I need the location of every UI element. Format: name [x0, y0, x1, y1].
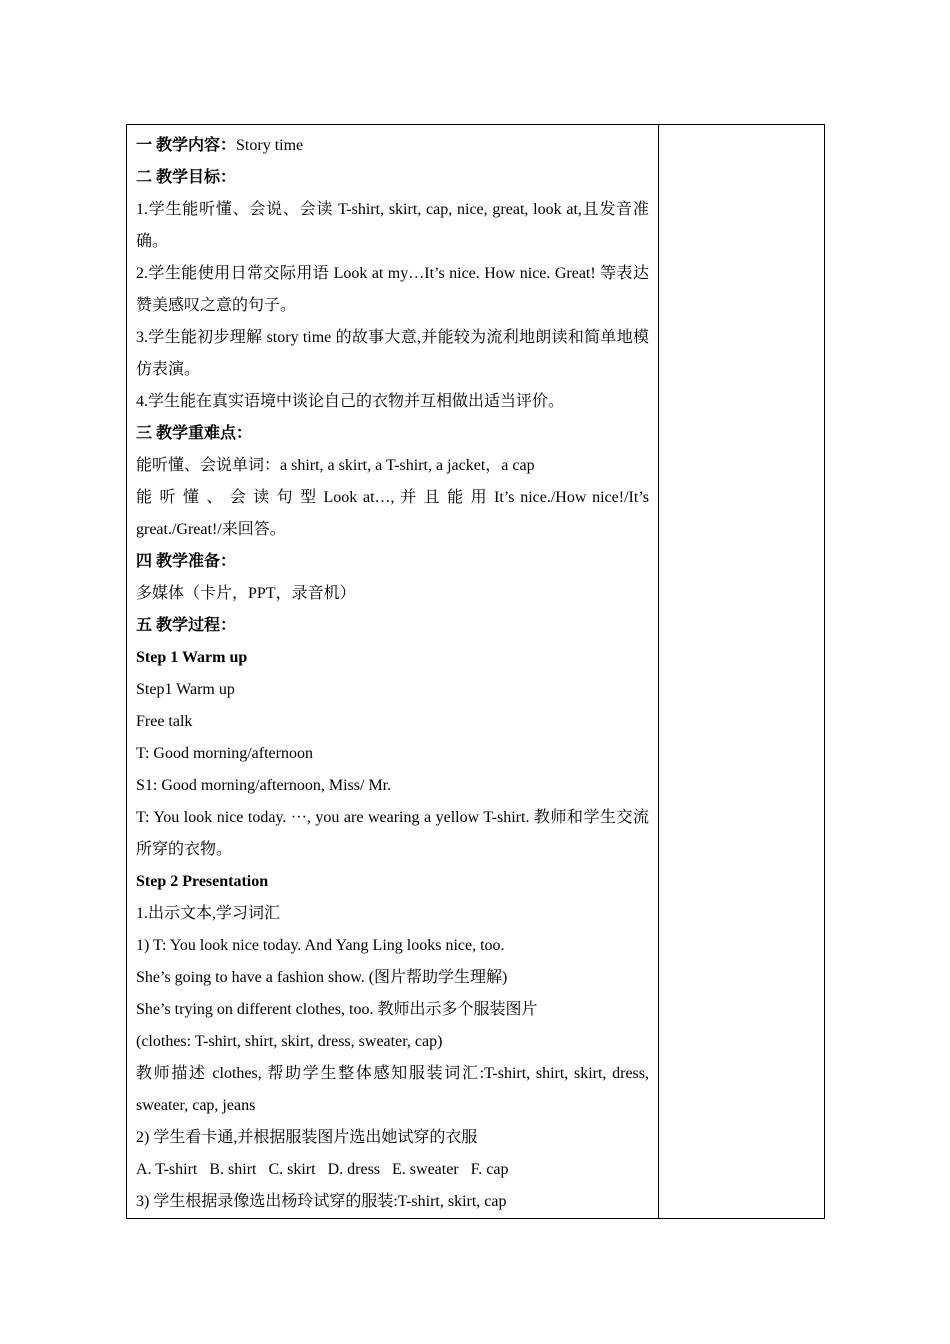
section-heading: 二 教学目标： [136, 169, 237, 186]
process-line: T: You look nice today. ···, you are wearing a yellow T-shirt. 教师和学生交流所穿的衣物。 [136, 809, 649, 858]
process-line: Free talk [136, 713, 193, 730]
section-text: Story time [236, 137, 304, 154]
process-line: (clothes: T-shirt, shirt, skirt, dress, sweater, cap) [136, 1033, 443, 1050]
process-line: She’s going to have a fashion show. (图片帮助学生理解) [136, 969, 508, 986]
process-line: 1) T: You look nice today. And Yang Ling looks nice, too. [136, 937, 505, 954]
process-line: She’s trying on different clothes, too. 教师出示多个服装图片 [136, 1001, 538, 1018]
objective-item: 3.学生能初步理解 story time 的故事大意,并能较为流利地朗读和简单地模仿表演。 [136, 329, 649, 378]
section-heading: 四 教学准备： [136, 553, 237, 570]
section-heading: 五 教学过程： [136, 617, 237, 634]
process-line: Step1 Warm up [136, 681, 235, 698]
objective-item: 4.学生能在真实语境中谈论自己的衣物并互相做出适当评价。 [136, 393, 565, 410]
process-line: 2) 学生看卡通,并根据服装图片选出她试穿的衣服 [136, 1129, 478, 1146]
process-line: A. T-shirt B. shirt C. skirt D. dress E. sweater F. cap [136, 1161, 509, 1178]
step-title: Step 1 Warm up [136, 649, 248, 666]
preparation-text: 多媒体（卡片，PPT，录音机） [136, 585, 356, 602]
process-line: 1.出示文本,学习词汇 [136, 905, 281, 922]
objective-item: 2.学生能使用日常交际用语 Look at my…It’s nice. How nice. Great! 等表达赞美感叹之意的句子。 [136, 265, 649, 314]
lesson-content-cell [127, 125, 659, 1219]
process-line: 3) 学生根据录像选出杨玲试穿的服装:T-shirt, skirt, cap [136, 1193, 507, 1210]
lesson-plan-table [126, 124, 825, 1219]
step-title: Step 2 Presentation [136, 873, 269, 890]
process-line: T: Good morning/afternoon [136, 745, 313, 762]
key-point-item: 能 听 懂 、 会 读 句 型 Look at…, 并 且 能 用 It’s nice./How nice!/It’s great./Great!/来回答。 [136, 489, 649, 538]
section-content [136, 130, 649, 162]
key-point-item: 能听懂、会说单词：a shirt, a skirt, a T-shirt, a jacket，a cap [136, 457, 535, 474]
section-heading: 一 教学内容： [136, 137, 237, 154]
section-heading: 三 教学重难点： [136, 425, 253, 442]
objective-item: 1.学生能听懂、会说、会读 T-shirt, skirt, cap, nice, great, look at,且发音准确。 [136, 201, 649, 250]
process-line: 教师描述 clothes, 帮助学生整体感知服装词汇:T-shirt, shirt, skirt, dress, sweater, cap, jeans [136, 1065, 649, 1114]
process-line: S1: Good morning/afternoon, Miss/ Mr. [136, 777, 392, 794]
notes-cell [659, 125, 825, 1219]
